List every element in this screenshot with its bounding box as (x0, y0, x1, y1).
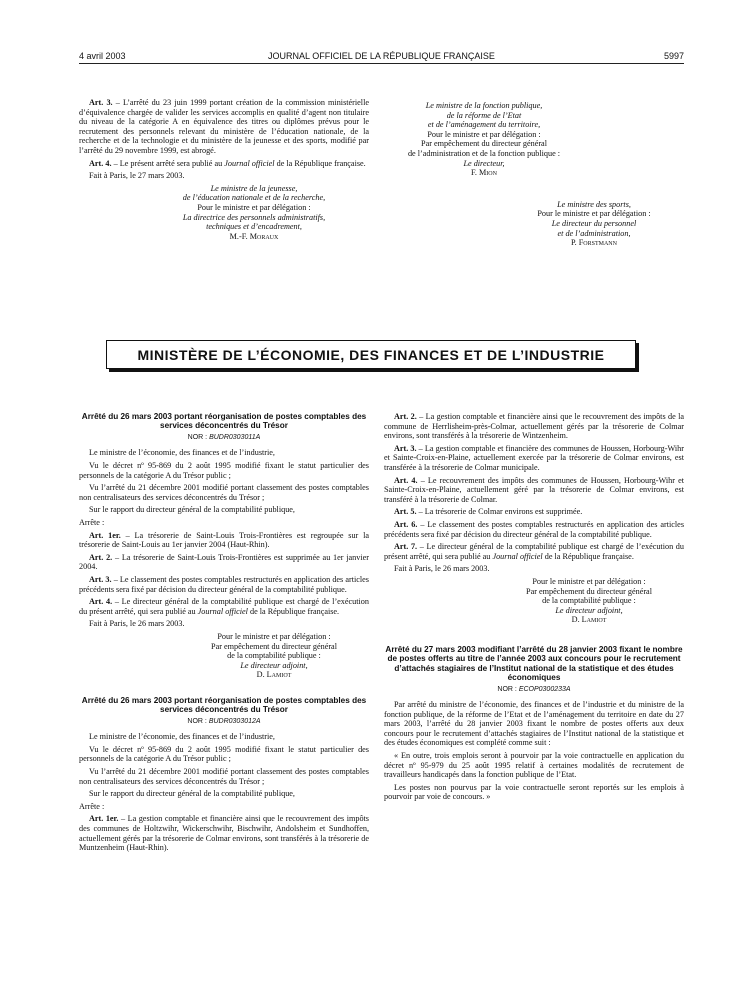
top-right-column (384, 101, 684, 252)
nor-1: NOR : BUDR0303011A (187, 433, 261, 441)
article-6: Art. 6. – Le classement des postes comptables restructurés en application des articles précédents sera fixé par décision du directeur général de la comptabilité publique. (384, 519, 685, 539)
article-3: Art. 3. – La gestion comptable et financière des communes de Houssen, Horbourg-Wihr et Sainte-Croix-en-Plaine, actuellement exercée par la trésorerie de Colmar environs, est transférée à la trésorerie de Colmar municipale. (384, 443, 684, 472)
article-3: Art. 3. – L’arrêté du 23 juin 1999 portant création de la commission ministérielle d’équivalence chargée de valider les services accomplis en qualité d’agent non titulaire du niveau de la catégorie A en équivalence des titres ou diplômes prévus pour le recrutement des personnels relevant du ministère de l’éducation nationale, de la recherche et de la technologie et du ministère de la jeunesse et des sports, modifié par l’arrêté du 29 novembre 1999, est abrogé. (79, 98, 369, 155)
page-number: 5997 (663, 51, 684, 61)
nor-2: NOR : BUDR0303012A (187, 717, 261, 725)
decree-title-3: Arrêté du 27 mars 2003 modifiant l’arrêté du 28 janvier 2003 fixant le nombre de postes offerts au titre de l’année 2003 aux concours pour le recrutement d’attachés stagiaires de l’Institut national de la statistique et des études économiques (385, 644, 683, 683)
article-4: Art. 4. – Le directeur général de la comptabilité publique est chargé de l’exécution du présent arrêté, qui sera publié au Journal officiel de la République française. (79, 597, 369, 616)
decree-title-1: Arrêté du 26 mars 2003 portant réorganisation de postes comptables des services déconcentrés du Trésor (81, 412, 367, 431)
signature-fonction-publique: Le ministre de la fonction publique, de la réforme de l’Etat et de l’aménagement du territoire, Pour le ministre et par délégation : Par empêchement du directeur général de l’administration et de la fonction publique : Le directeur, F. Mion (407, 101, 561, 178)
article-1: Art. 1er. – La trésorerie de Saint-Louis Trois-Frontières est regroupée sur la trésorerie de Saint-Louis au 1er janvier 2004 (Haut-Rhin). (79, 530, 369, 550)
signature-block: Pour le ministre et par délégation : Par empêchement du directeur général de la comptabilité publique : Le directeur adjoint, D. Lamiot (526, 576, 652, 625)
fait-a-paris: Fait à Paris, le 27 mars 2003. (89, 171, 185, 181)
page-header (79, 51, 684, 64)
journal-title: JOURNAL OFFICIEL DE LA RÉPUBLIQUE FRANÇAISE (268, 51, 495, 61)
arrete: Arrête : (79, 801, 105, 811)
article-4: Art. 4. – Le présent arrêté sera publié au Journal officiel de la République française. (89, 158, 366, 168)
article-4: Art. 4. – Le recouvrement des impôts des communes de Houssen, Horbourg-Wihr et Sainte-Croix-en-Plaine, actuellement géré par la trésorerie de Colmar environs, est transféré à la trésorerie de Colmar. (384, 475, 684, 504)
article-1: Art. 1er. – La gestion comptable et financière ainsi que le recouvrement des impôts des communes de Holtzwihr, Wickerschwihr, Bischwihr, Andolsheim et Sundhoffen, actuellement gérés par la trésorerie de Colmar environs, sont transférés à la trésorerie de Muntzenheim (Haut-Rhin). (79, 814, 369, 853)
article-2: Art. 2. – La trésorerie de Saint-Louis Trois-Frontières est supprimée au 1er janvier 2004. (79, 552, 369, 572)
signature-block: Pour le ministre et par délégation : Par empêchement du directeur général de la comptabilité publique : Le directeur adjoint, D. Lamiot (211, 631, 337, 680)
signature-sports: Le ministre des sports, Pour le ministre et par délégation : Le directeur du personnel et de l’administration, P. Forstmann (537, 199, 651, 248)
article-3: Art. 3. – Le classement des postes comptables restructurés en application des articles précédents sera fixé par décision du directeur général de la comptabilité publique. (79, 574, 369, 594)
decree-title-2: Arrêté du 26 mars 2003 portant réorganisation de postes comptables des services déconcentrés du Trésor (81, 695, 367, 715)
fait-a-paris: Fait à Paris, le 26 mars 2003. (89, 619, 185, 629)
article-7: Art. 7. – Le directeur général de la comptabilité publique est chargé de l’exécution du présent arrêté, qui sera publié au Journal officiel de la République française. (384, 542, 684, 561)
header-date: 4 avril 2003 (79, 51, 126, 61)
arrete: Arrête : (79, 517, 105, 527)
ministry-banner (106, 340, 636, 369)
signature-block: Le ministre de la jeunesse, de l’éducation nationale et de la recherche, Pour le ministre et par délégation : La directrice des personnels administratifs, techniques et d’encadrement, M.-F. Moraux (182, 183, 326, 241)
top-left-column (79, 98, 369, 245)
nor-3: NOR : ECOP0300233A (497, 685, 571, 693)
article-2: Art. 2. – La gestion comptable et financière ainsi que le recouvrement des impôts de la commune de Herrlisheim-près-Colmar, actuellement gérés par la trésorerie de Colmar environs, sont transférés à la trésorerie de Wintzenheim. (384, 412, 684, 441)
ministry-title: MINISTÈRE DE L’ÉCONOMIE, DES FINANCES ET DE L’INDUSTRIE (137, 346, 605, 363)
article-5: Art. 5. – La trésorerie de Colmar environs est supprimée. (394, 507, 583, 517)
fait-a-paris: Fait à Paris, le 26 mars 2003. (394, 564, 490, 574)
bottom-left-column: Arrêté du 26 mars 2003 portant réorganisation de postes comptables des services déconcentrés du Trésor NOR : BUDR0303011A Le ministre de l’économie, des finances et de l’industrie, Vu le décret nº 95-869 du 2 août 1995 modifié fixant le statut particulier des personnels de la catégorie A du Trésor public ; Vu l’arrêté du 21 décembre 2001 modifié portant classement des postes comptables non centralisateurs des services déconcentrés du Trésor ; Sur le rapport du directeur général de la comptabilité publique, Arrête : Art. 1er. – La trésorerie de Saint-Louis Trois-Frontières est regroupée sur la trésorerie de Saint-Louis au 1er janvier 2004 (Haut-Rhin). Art. 2. – La trésorerie de Saint-Louis Trois-Frontières est supprimée au 1er janvier 2004. Art. 3. – Le classement des postes comptables restructurés en application des articles précédents sera fixé par décision du directeur général de la comptabilité publique. Art. 4. – Le directeur général de la comptabilité publique est chargé de l’exécution du présent arrêté, qui sera publié au Journal officiel de la République française. Fait à Paris, le 26 mars 2003. Pour le ministre et par délégation : Par empêchement du directeur général de la comptabilité publique : Le directeur adjoint, D. Lamiot Arrêté du 26 mars 2003 portant réorganisation de postes comptables des services déconcentrés du Trésor NOR : BUDR0303012A Le ministre de l’économie, des finances et de l’industrie, Vu le décret nº 95-869 du 2 août 1995 modifié fixant le statut particulier des personnels de la catégorie A du Trésor public ; Vu l’arrêté du 21 décembre 2001 modifié portant classement des postes comptables non centralisateurs des services déconcentrés du Trésor ; Sur le rapport du directeur général de la comptabilité publique, Arrête : Art. 1er. – La gestion comptable et financière ainsi que le recouvrement des impôts des communes de Holtzwihr, Wickerschwihr, Bischwihr, Andolsheim et Sundhoffen, actuellement gérés par la trésorerie de Colmar environs, sont transférés à la trésorerie de Muntzenheim (Haut-Rhin). (79, 412, 369, 853)
bottom-right-column: Art. 2. – La gestion comptable et financière ainsi que le recouvrement des impôts de la commune de Herrlisheim-près-Colmar, actuellement gérés par la trésorerie de Colmar environs, sont transférés à la trésorerie de Wintzenheim. Art. 3. – La gestion comptable et financière des communes de Houssen, Horbourg-Wihr et Sainte-Croix-en-Plaine, actuellement exercée par la trésorerie de Colmar environs, est transférée à la trésorerie de Colmar municipale. Art. 4. – Le recouvrement des impôts des communes de Houssen, Horbourg-Wihr et Sainte-Croix-en-Plaine, actuellement géré par la trésorerie de Colmar environs, est transféré à la trésorerie de Colmar. Art. 5. – La trésorerie de Colmar environs est supprimée. Art. 6. – Le classement des postes comptables restructurés en application des articles précédents sera fixé par décision du directeur général de la comptabilité publique. Art. 7. – Le directeur général de la comptabilité publique est chargé de l’exécution du présent arrêté, qui sera publié au Journal officiel de la République française. Fait à Paris, le 26 mars 2003. Pour le ministre et par délégation : Par empêchement du directeur général de la comptabilité publique : Le directeur adjoint, D. Lamiot Arrêté du 27 mars 2003 modifiant l’arrêté du 28 janvier 2003 fixant le nombre de postes offerts au titre de l’année 2003 aux concours pour le recrutement d’attachés stagiaires de l’Institut national de la statistique et des études économiques NOR : ECOP0300233A Par arrêté du ministre de l’économie, des finances et de l’industrie et du ministre de la fonction publique, de la réforme de l’Etat et de l’aménagement du territoire en date du 27 mars 2003, l’arrêté du 28 janvier 2003 fixant le nombre de postes offerts aux deux concours pour le recrutement d’attachés stagiaires de l’Institut national de la statistique et des études économiques est complété comme suit : « En outre, trois emplois seront à pourvoir par la voie contractuelle en application du décret nº 95-979 du 25 août 1995 relatif à certaines modalités de recrutement de travailleurs handicapés dans la fonction publique de l’Etat. Les postes non pourvus par la voie contractuelle seront reportés sur les emplois à pourvoir par voie de concours. » (384, 412, 685, 802)
